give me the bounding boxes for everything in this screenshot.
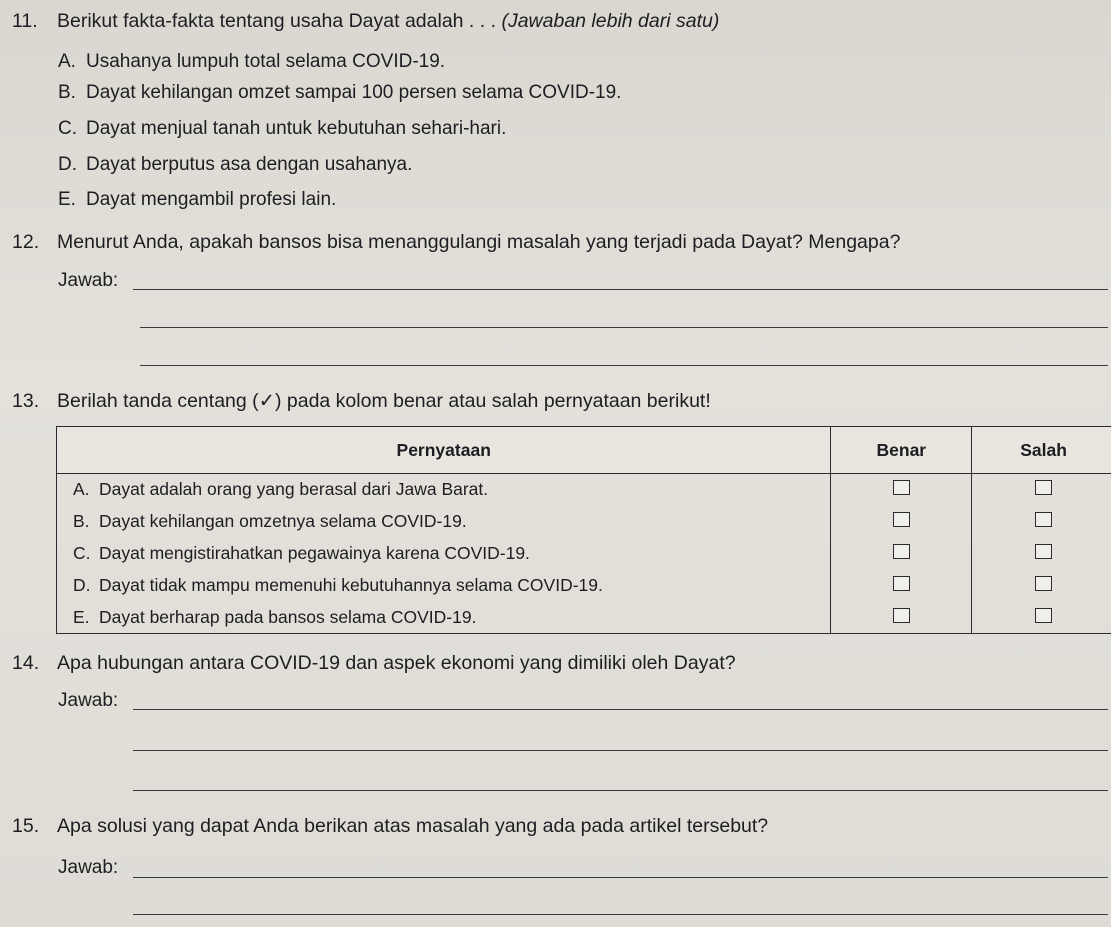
true-checkbox[interactable] xyxy=(893,480,910,495)
header-false: Salah xyxy=(972,427,1111,474)
question-text: Apa hubungan antara COVID-19 dan aspek ekonomi yang dimiliki oleh Dayat? xyxy=(57,652,736,674)
question-13 xyxy=(12,389,711,413)
statement-text: Dayat berharap pada bansos selama COVID-19. xyxy=(99,606,477,627)
true-cell xyxy=(831,601,972,633)
statement-letter: C. xyxy=(73,542,91,563)
statement-text: Dayat tidak mampu memenuhi kebutuhannya selama COVID-19. xyxy=(99,574,603,595)
false-checkbox[interactable] xyxy=(1035,608,1052,623)
false-checkbox[interactable] xyxy=(1035,544,1052,559)
true-cell xyxy=(831,569,972,601)
statement-cell xyxy=(57,569,831,601)
statement-text: Dayat adalah orang yang berasal dari Jawa Barat. xyxy=(99,479,489,500)
table-row xyxy=(57,538,1111,570)
header-true: Benar xyxy=(831,427,972,474)
question-number: 14. xyxy=(12,652,40,674)
false-checkbox[interactable] xyxy=(1035,576,1052,591)
statement-table xyxy=(56,426,1111,634)
false-cell xyxy=(972,538,1111,570)
question-text: Berilah tanda centang (✓) pada kolom benar atau salah pernyataan berikut! xyxy=(57,390,711,412)
answer-label: Jawab: xyxy=(58,690,119,711)
question-15 xyxy=(12,815,768,838)
question-number: 12. xyxy=(12,231,40,253)
false-checkbox[interactable] xyxy=(1035,512,1052,527)
table-header-row xyxy=(57,427,1111,474)
true-cell xyxy=(831,538,972,570)
option-text: Dayat mengambil profesi lain. xyxy=(86,189,337,210)
option-text: Usahanya lumpuh total selama COVID-19. xyxy=(86,51,446,72)
true-cell xyxy=(831,474,972,506)
option-a[interactable] xyxy=(58,51,445,73)
option-text: Dayat menjual tanah untuk kebutuhan sehari-hari. xyxy=(86,118,507,139)
option-text: Dayat kehilangan omzet sampai 100 persen selama COVID-19. xyxy=(86,82,622,103)
false-cell xyxy=(972,474,1111,506)
question-number: 13. xyxy=(12,390,40,412)
statement-letter: B. xyxy=(73,511,90,532)
option-e[interactable] xyxy=(58,189,336,211)
answer-line[interactable] xyxy=(133,709,1108,710)
question-text: Menurut Anda, apakah bansos bisa menanggulangi masalah yang terjadi pada Dayat? Mengapa? xyxy=(57,231,901,253)
option-letter: A. xyxy=(58,51,76,72)
option-letter: E. xyxy=(58,189,76,210)
answer-line[interactable] xyxy=(133,790,1108,791)
table-row xyxy=(57,569,1111,601)
answer-line[interactable] xyxy=(133,914,1108,915)
question-note: (Jawaban lebih dari satu) xyxy=(501,10,720,32)
option-letter: C. xyxy=(58,118,77,139)
answer-line[interactable] xyxy=(140,327,1108,328)
table-row xyxy=(57,506,1111,538)
statement-cell xyxy=(57,474,831,506)
question-number: 15. xyxy=(12,815,40,837)
option-c[interactable] xyxy=(58,118,506,140)
false-cell xyxy=(972,506,1111,538)
true-cell xyxy=(831,506,972,538)
statement-letter: A. xyxy=(73,479,90,500)
statement-letter: E. xyxy=(73,606,90,627)
false-checkbox[interactable] xyxy=(1035,480,1052,495)
option-letter: B. xyxy=(58,82,76,103)
statement-text: Dayat mengistirahatkan pegawainya karena COVID-19. xyxy=(99,542,530,563)
statement-letter: D. xyxy=(73,574,91,595)
statement-cell xyxy=(57,538,831,570)
question-11 xyxy=(12,10,719,33)
answer-label: Jawab: xyxy=(58,270,119,291)
header-statement: Pernyataan xyxy=(57,427,831,474)
question-text: Apa solusi yang dapat Anda berikan atas masalah yang ada pada artikel tersebut? xyxy=(57,815,769,837)
statement-text: Dayat kehilangan omzetnya selama COVID-19. xyxy=(99,511,467,532)
answer-line[interactable] xyxy=(133,750,1108,751)
statement-cell xyxy=(57,506,831,538)
option-letter: D. xyxy=(58,154,77,175)
answer-line[interactable] xyxy=(140,365,1108,366)
table-row xyxy=(57,474,1111,506)
question-number: 11. xyxy=(12,10,38,32)
true-checkbox[interactable] xyxy=(893,576,910,591)
option-d[interactable] xyxy=(58,154,412,176)
statement-cell xyxy=(57,601,831,633)
true-checkbox[interactable] xyxy=(893,544,910,559)
question-12 xyxy=(12,231,900,254)
answer-line[interactable] xyxy=(133,289,1108,290)
false-cell xyxy=(972,601,1111,633)
table-row xyxy=(57,601,1111,633)
option-b[interactable] xyxy=(58,82,621,104)
answer-line[interactable] xyxy=(133,877,1108,878)
question-14 xyxy=(12,652,736,675)
true-checkbox[interactable] xyxy=(893,608,910,623)
option-text: Dayat berputus asa dengan usahanya. xyxy=(86,154,413,175)
question-text: Berikut fakta-fakta tentang usaha Dayat adalah . . . xyxy=(57,10,497,32)
true-checkbox[interactable] xyxy=(893,512,910,527)
answer-label: Jawab: xyxy=(58,857,119,878)
false-cell xyxy=(972,569,1111,601)
